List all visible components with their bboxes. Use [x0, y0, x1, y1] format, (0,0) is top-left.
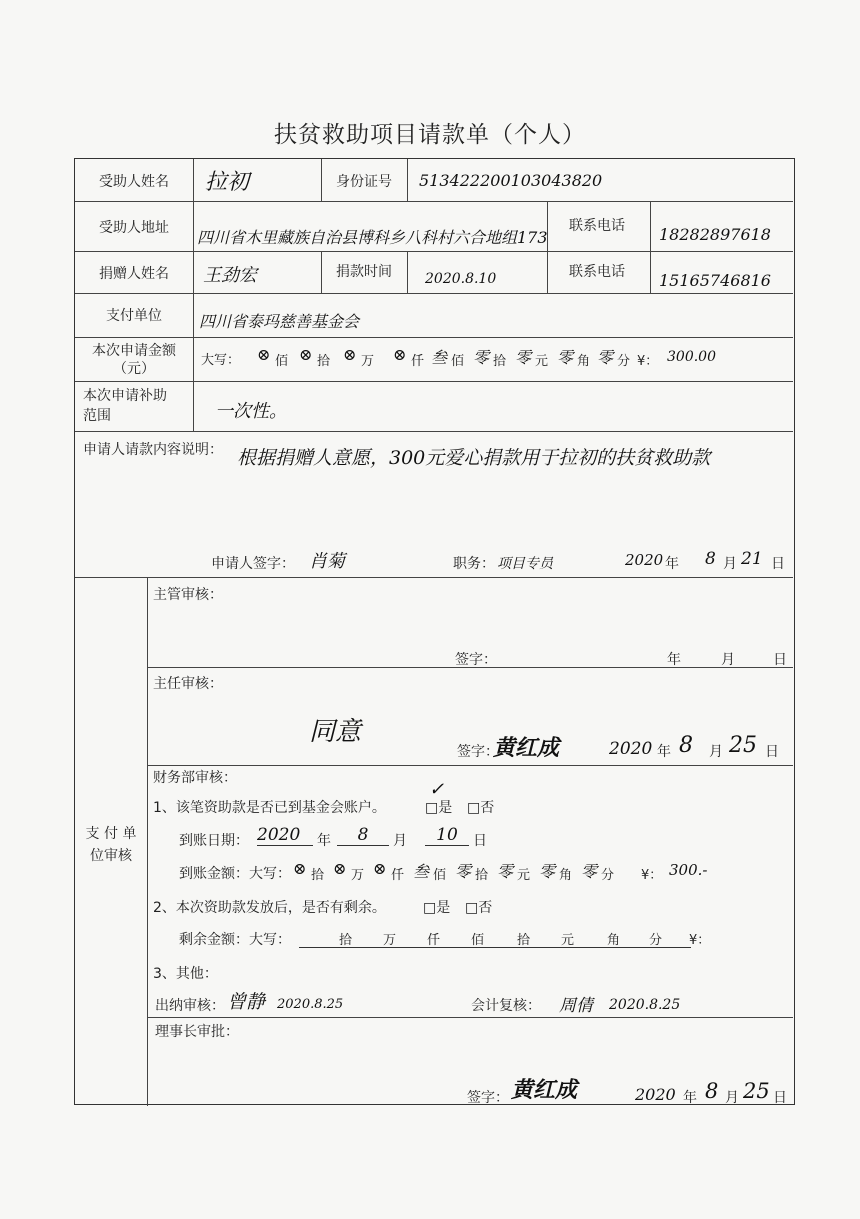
year-label: 年	[657, 744, 671, 760]
remaining-unit: 分	[649, 933, 663, 948]
remaining-amount-label: 剩余金额：大写：	[179, 932, 291, 948]
director-opinion: 同意	[309, 717, 362, 747]
supervisor-review-label: 主管审核：	[153, 587, 223, 603]
page-title: 扶贫救助项目请款单（个人）	[274, 122, 586, 148]
cashier-date: 2020.8.25	[277, 997, 344, 1012]
row-divider	[75, 381, 793, 382]
arrival-month: 8	[337, 825, 389, 846]
row-divider	[75, 431, 793, 432]
donation-time-value: 2020.8.10	[425, 271, 497, 287]
donor-name-label: 捐赠人姓名	[99, 266, 169, 282]
amount-daxie-label: 大写：	[201, 353, 241, 368]
arrival-day: 10	[425, 825, 469, 846]
reason-text: 根据捐赠人意愿，300元爱心捐款用于拉初的扶贫救助款	[237, 447, 711, 469]
day-label: 日	[473, 833, 487, 849]
remaining-amount-underline	[299, 947, 691, 948]
recipient-address-label: 受助人地址	[99, 220, 169, 236]
amount-value: 300.00	[667, 349, 716, 365]
arrival-digit: 零	[455, 862, 472, 881]
accountant-date: 2020.8.25	[609, 997, 681, 1013]
contact-phone-value: 18282897618	[659, 225, 771, 244]
director-month: 8	[679, 733, 693, 758]
month-label: 月	[709, 744, 723, 760]
payer-review-label: 支 付 单	[85, 826, 137, 842]
request-form-table	[74, 158, 795, 1105]
remaining-unit: 佰	[471, 933, 485, 948]
amount-unit: 拾	[493, 354, 507, 369]
arrival-unit: 拾	[311, 868, 325, 883]
amount-digit: ⊗	[257, 345, 271, 364]
arrival-digit: 零	[581, 862, 598, 881]
arrival-unit: 分	[601, 868, 615, 883]
id-number-label: 身份证号	[336, 174, 392, 190]
day-label: 日	[773, 1090, 787, 1106]
arrival-unit: 角	[559, 868, 573, 883]
finance-q2-yes: □是	[423, 900, 451, 916]
arrival-amount-label: 到账金额：大写：	[179, 866, 291, 882]
sign-label: 签字：	[467, 1090, 509, 1106]
remaining-unit: 拾	[339, 933, 353, 948]
amount-digit: 叁	[431, 348, 448, 367]
amount-unit: 角	[577, 354, 591, 369]
remaining-unit: 元	[561, 933, 575, 948]
finance-q1-yes: □是	[425, 800, 453, 816]
amount-unit: 佰	[275, 354, 289, 369]
payer-unit-label: 支付单位	[106, 308, 162, 324]
arrival-unit: 佰	[433, 868, 447, 883]
amount-label-unit: （元）	[113, 361, 155, 377]
chairman-month: 8	[705, 1079, 719, 1103]
applicant-sign-label: 申请人签字：	[211, 556, 295, 572]
row-divider	[147, 1017, 793, 1018]
amount-digit: ⊗	[393, 345, 407, 364]
contact-phone-label: 联系电话	[569, 218, 625, 234]
remaining-unit: 仟	[427, 933, 441, 948]
finance-q2: 2、本次资助款发放后，是否有剩余。	[153, 900, 386, 916]
donor-name-value: 王劲宏	[203, 265, 257, 286]
finance-q2-no: □否	[465, 900, 493, 916]
recipient-name-value: 拉初	[205, 170, 250, 195]
remaining-unit: 角	[607, 933, 621, 948]
arrival-digit: ⊗	[333, 859, 347, 878]
chairman-day: 25	[743, 1079, 770, 1103]
recipient-address-value: 四川省木里藏族自治县博科乡八科村六合地组173	[197, 228, 548, 247]
arrival-unit: 元	[517, 868, 531, 883]
row-divider	[75, 577, 793, 578]
scope-value: 一次性。	[215, 401, 287, 422]
day-label: 日	[771, 556, 785, 572]
finance-review-label: 财务部审核：	[153, 770, 237, 786]
year-label: 年	[683, 1090, 697, 1106]
remaining-yuan-sign: ¥：	[689, 933, 711, 948]
arrival-unit: 万	[351, 868, 365, 883]
payer-unit-value: 四川省泰玛慈善基金会	[199, 312, 360, 331]
apply-year: 2020	[625, 551, 664, 569]
donation-time-label: 捐款时间	[336, 264, 392, 280]
arrival-digit: ⊗	[293, 859, 307, 878]
amount-digit: ⊗	[343, 345, 357, 364]
director-signature: 黄红成	[493, 735, 560, 761]
cashier-review-label: 出纳审核：	[155, 998, 225, 1014]
sign-label: 签字：	[457, 744, 499, 760]
recipient-name-label: 受助人姓名	[99, 174, 169, 190]
arrival-year: 2020	[257, 825, 313, 846]
month-label: 月	[393, 833, 407, 849]
arrival-unit: 拾	[475, 868, 489, 883]
accountant-review-label: 会计复核：	[471, 998, 541, 1014]
day-label: 日	[773, 652, 787, 668]
payer-review-label-2: 位审核	[90, 848, 132, 864]
arrival-digit: 叁	[413, 862, 430, 881]
scope-label-2: 范围	[83, 408, 111, 424]
amount-unit: 拾	[317, 354, 331, 369]
year-label: 年	[667, 652, 681, 668]
amount-unit: 元	[535, 354, 549, 369]
accountant-signature: 周倩	[559, 996, 593, 1016]
check-mark: ✓	[429, 779, 445, 800]
amount-digit: ⊗	[299, 345, 313, 364]
year-label: 年	[665, 556, 679, 572]
col-divider	[407, 159, 408, 201]
arrival-digit: ⊗	[373, 859, 387, 878]
apply-month: 8	[705, 549, 716, 569]
amount-yuan-sign: ¥：	[637, 354, 659, 369]
director-year: 2020	[609, 739, 653, 759]
year-label: 年	[317, 833, 331, 849]
amount-unit: 分	[617, 354, 631, 369]
director-day: 25	[729, 733, 757, 758]
row-divider	[75, 201, 793, 202]
row-divider	[147, 765, 793, 766]
remaining-unit: 万	[383, 933, 397, 948]
arrival-date-label: 到账日期：	[179, 833, 249, 849]
amount-unit: 万	[361, 354, 375, 369]
amount-unit: 仟	[411, 354, 425, 369]
month-label: 月	[723, 556, 737, 572]
arrival-digit: 零	[497, 862, 514, 881]
applicant-sign-value: 肖菊	[309, 551, 345, 572]
remaining-unit: 拾	[517, 933, 531, 948]
sign-label: 签字：	[455, 652, 497, 668]
scope-label: 本次申请补助	[83, 388, 167, 404]
month-label: 月	[725, 1090, 739, 1106]
arrival-value: 300.-	[669, 861, 708, 879]
amount-digit: 零	[473, 348, 490, 367]
arrival-digit: 零	[539, 862, 556, 881]
amount-digit: 零	[597, 348, 614, 367]
reason-label: 申请人请款内容说明：	[83, 442, 223, 458]
chairman-year: 2020	[635, 1085, 676, 1104]
row-divider	[75, 337, 793, 338]
contact-phone-label: 联系电话	[569, 264, 625, 280]
finance-q1: 1、该笔资助款是否已到基金会账户。	[153, 800, 386, 816]
finance-q3: 3、其他：	[153, 966, 218, 982]
position-value: 项目专员	[497, 556, 553, 572]
amount-digit: 零	[557, 348, 574, 367]
position-label: 职务：	[453, 556, 495, 572]
col-divider	[407, 251, 408, 293]
col-divider	[193, 159, 194, 431]
chairman-signature: 黄红成	[511, 1077, 578, 1103]
director-review-label: 主任审核：	[153, 676, 223, 692]
row-divider	[75, 293, 793, 294]
amount-unit: 佰	[451, 354, 465, 369]
row-divider	[75, 251, 793, 252]
cashier-signature: 曾静	[227, 991, 266, 1013]
apply-day: 21	[741, 549, 763, 569]
id-number-value: 513422200103043820	[419, 171, 603, 190]
day-label: 日	[765, 744, 779, 760]
arrival-unit: 仟	[391, 868, 405, 883]
month-label: 月	[721, 652, 735, 668]
col-divider	[147, 577, 148, 1106]
contact-phone-value: 15165746816	[659, 271, 771, 290]
arrival-yuan-sign: ¥：	[641, 868, 663, 883]
finance-q1-no: □否	[467, 800, 495, 816]
col-divider	[650, 201, 651, 293]
amount-digit: 零	[515, 348, 532, 367]
chairman-review-label: 理事长审批：	[155, 1024, 239, 1040]
amount-label: 本次申请金额	[92, 343, 176, 359]
